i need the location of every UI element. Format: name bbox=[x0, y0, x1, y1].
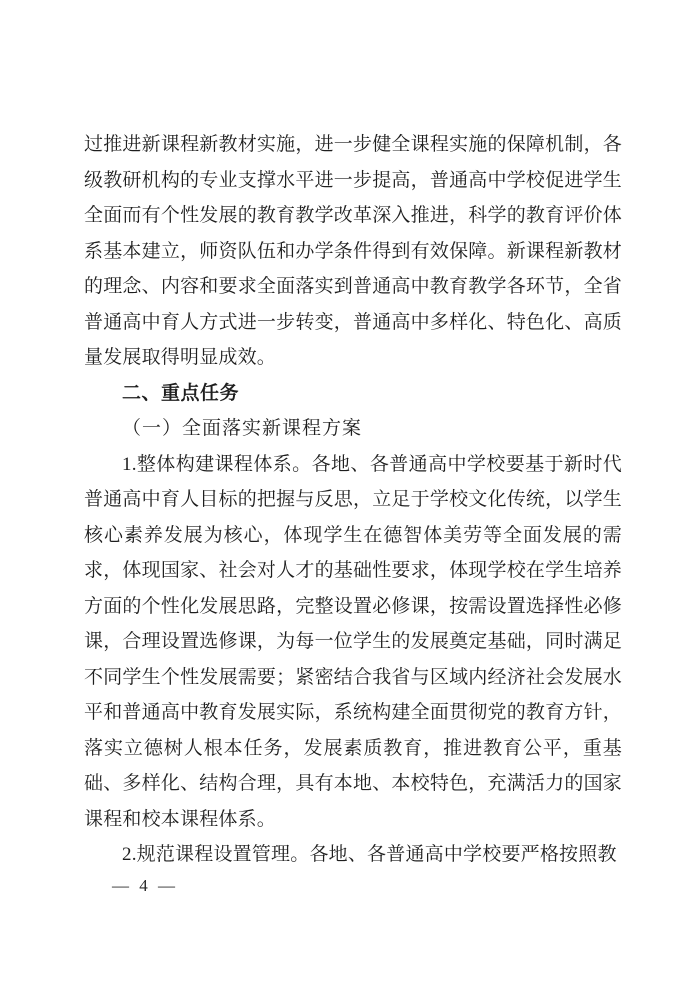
paragraph-item-2: 2.规范课程设置管理。各地、各普通高中学校要严格按照教 bbox=[122, 844, 617, 865]
paragraph-item-1: 1.整体构建课程体系。各地、各普通高中学校要基于新时代普通高中育人目标的把握与反思，立足于学校文化传统，以学生核心素养发展为核心，体现学生在德智体美劳等全面发展的需求，体现国家、社会对人才的基础性要求，体现学校在学生培养方面的个性化发展思路，完整设置必修课，按需设置选择性必修课，合理设置选修课，为每一位学生的发展奠定基础，同时满足不同学生个性发展需要；紧密结合我省与区域内经济社会发展水平和普通高中教育发展实际，系统构建全面贯彻党的教育方针，落实立德树人根本任务，发展素质教育，推进教育公平，重基础、多样化、结构合理，具有本地、本校特色，充满活力的国家课程和校本课程体系。 bbox=[84, 453, 622, 830]
document-body bbox=[84, 127, 622, 873]
paragraph-continuation: 过推进新课程新教材实施，进一步健全课程实施的保障机制，各级教研机构的专业支撑水平进一步提高，普通高中学校促进学生全面而有个性发展的教育教学改革深入推进，科学的教育评价体系基本建立，师资队伍和办学条件得到有效保障。新课程新教材的理念、内容和要求全面落实到普通高中教育教学各环节，全省普通高中育人方式进一步转变，普通高中多样化、特色化、高质量发展取得明显成效。 bbox=[84, 134, 622, 368]
section-heading: 二、重点任务 bbox=[122, 382, 240, 404]
page-number: — 4 — bbox=[112, 876, 178, 895]
subsection-heading: （一）全面落实新课程方案 bbox=[122, 418, 363, 439]
